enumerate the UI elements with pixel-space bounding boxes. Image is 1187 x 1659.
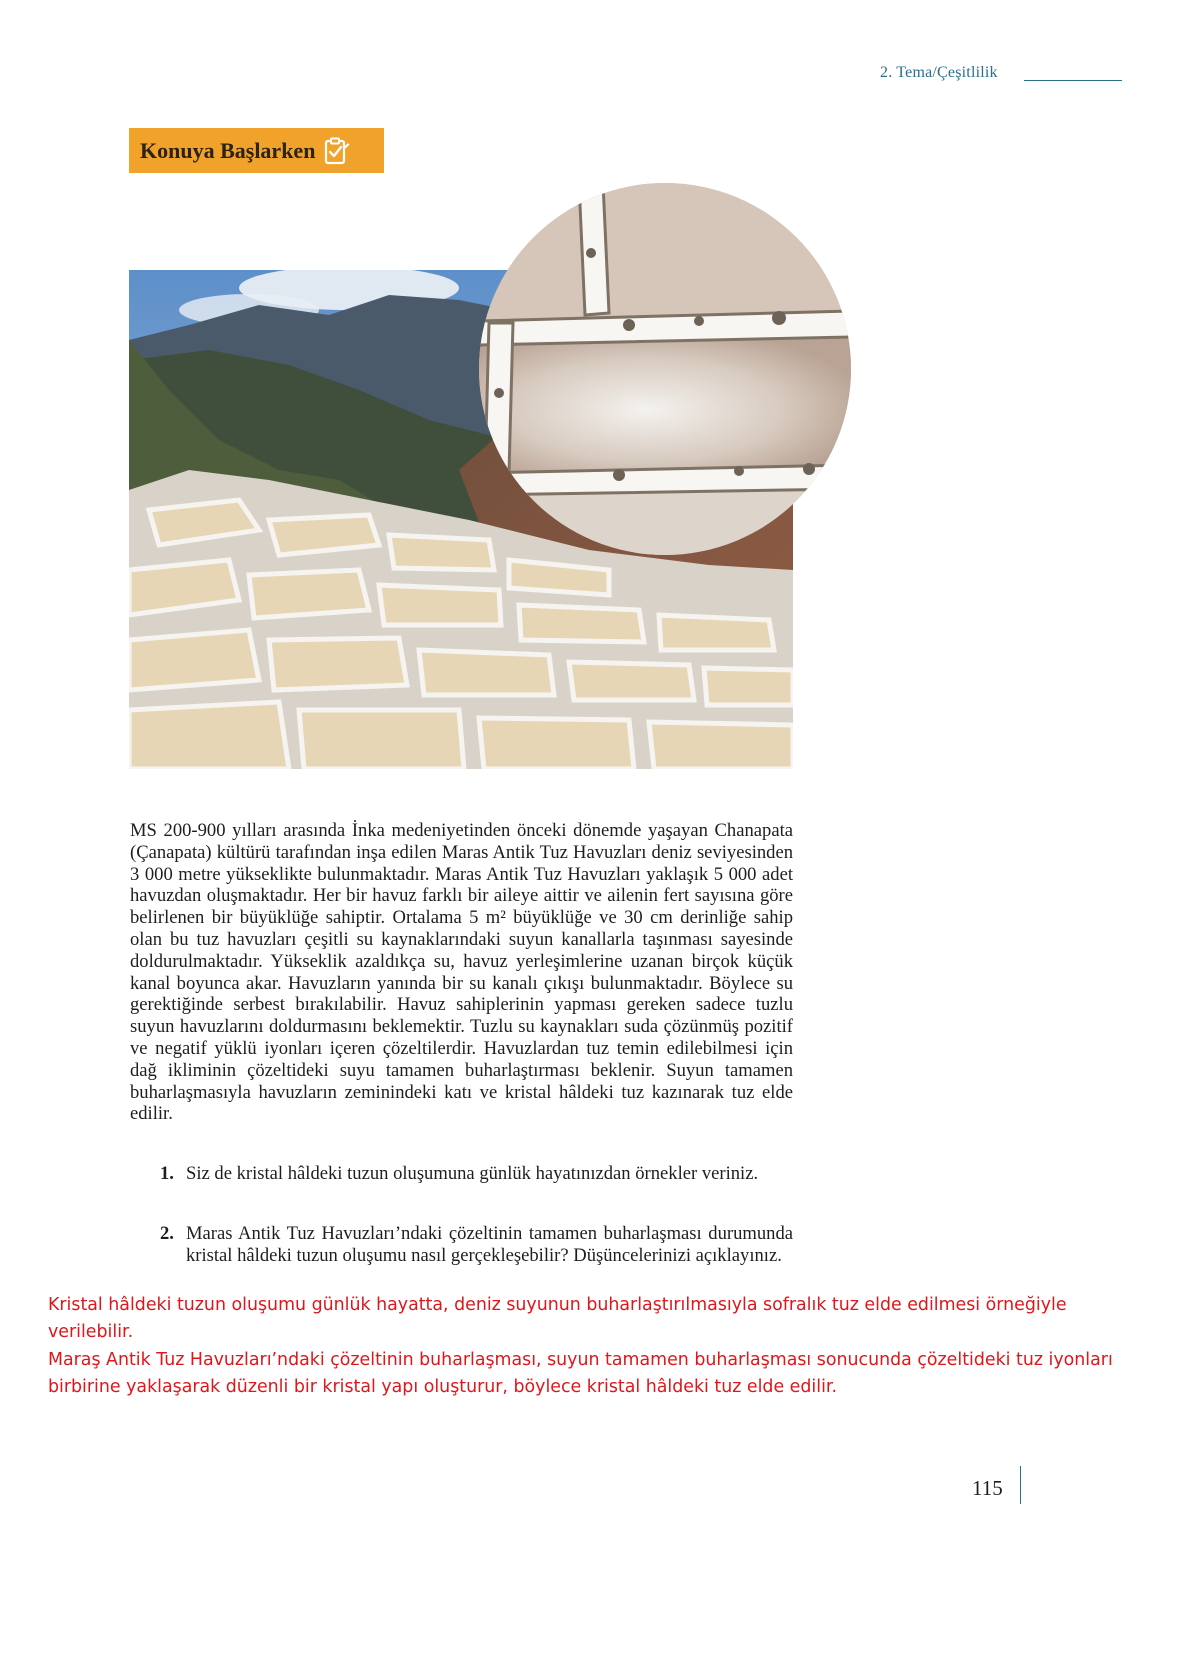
- question-number: 2.: [160, 1223, 174, 1244]
- banner-title: Konuya Başlarken: [140, 137, 316, 163]
- answer-2: Maraş Antik Tuz Havuzları’ndaki çözeltinin buharlaşması, suyun tamamen buharlaşması sonucunda çözeltideki tuz iyonları birbirine yaklaşarak düzenli bir kristal yapı oluşturur, böylece kristal hâldeki tuz elde edilir.: [48, 1350, 1113, 1397]
- theme-title: 2. Tema/Çeşitlilik: [880, 64, 998, 81]
- body-paragraph: MS 200-900 yılları arasında İnka medeniyetinden önceki dönemde yaşayan Chanapata (Çanapata) kültürü tarafından inşa edilen Maras Antik Tuz Havuzları deniz seviyesinden 3 000 metre yükseklikte bulunmaktadır. Maras Antik Tuz Havuzları yaklaşık 5 000 adet havuzdan oluşmaktadır. Her bir havuz farklı bir aileye aittir ve ailenin fert sayısına göre belirlenen bir büyüklüğe sahiptir. Ortalama 5 m² büyüklüğe ve 30 cm derinliğe sahip olan bu tuz havuzları çeşitli su kaynaklarındaki suyun kanallarla taşınması sayesinde doldurulmaktadır. Yükseklik azaldıkça su, havuz yerleşimlerine uzanan birçok küçük kanal boyunca akar. Havuzların yanında bir su kanalı çıkışı bulunmaktadır. Böylece su gerektiğinde serbest bırakılabilir. Havuz sahiplerinin yapması gereken sadece tuzlu suyun havuzlarını doldurmasını beklemektir. Tuzlu su kaynakları suda çözünmüş pozitif ve negatif yüklü iyonları içeren çözeltilerdir. Havuzlardan tuz temin edilebilmesi için dağ ikliminin çözeltideki suyu tamamen buharlaştırması beklenir. Suyun tamamen buharlaşmasıyla havuzların zeminindeki katı ve kristal hâldeki tuz kazınarak tuz elde edilir.: [130, 820, 793, 1125]
- clipboard-check-icon: [324, 137, 350, 165]
- salt-crystal-closeup-photo: [479, 183, 851, 555]
- question-number: 1.: [160, 1163, 174, 1184]
- answer-1: Kristal hâldeki tuzun oluşumu günlük hayatta, deniz suyunun buharlaştırılmasıyla sofralık tuz elde edilmesi örneğiyle verilebilir.: [48, 1295, 1067, 1342]
- header-rule: [1024, 80, 1122, 81]
- question-2: [160, 1223, 793, 1266]
- question-1: [160, 1163, 793, 1185]
- question-text: Siz de kristal hâldeki tuzun oluşumuna günlük hayatınızdan örnekler veriniz.: [186, 1163, 759, 1184]
- page-number: 115: [972, 1476, 1003, 1500]
- section-banner: [129, 128, 384, 173]
- page-number-rule: [1020, 1466, 1021, 1504]
- question-text: Maras Antik Tuz Havuzları’ndaki çözeltinin tamamen buharlaşması durumunda kristal hâldeki tuzun oluşumu nasıl gerçekleşebilir? Düşüncelerinizi açıklayınız.: [186, 1223, 793, 1266]
